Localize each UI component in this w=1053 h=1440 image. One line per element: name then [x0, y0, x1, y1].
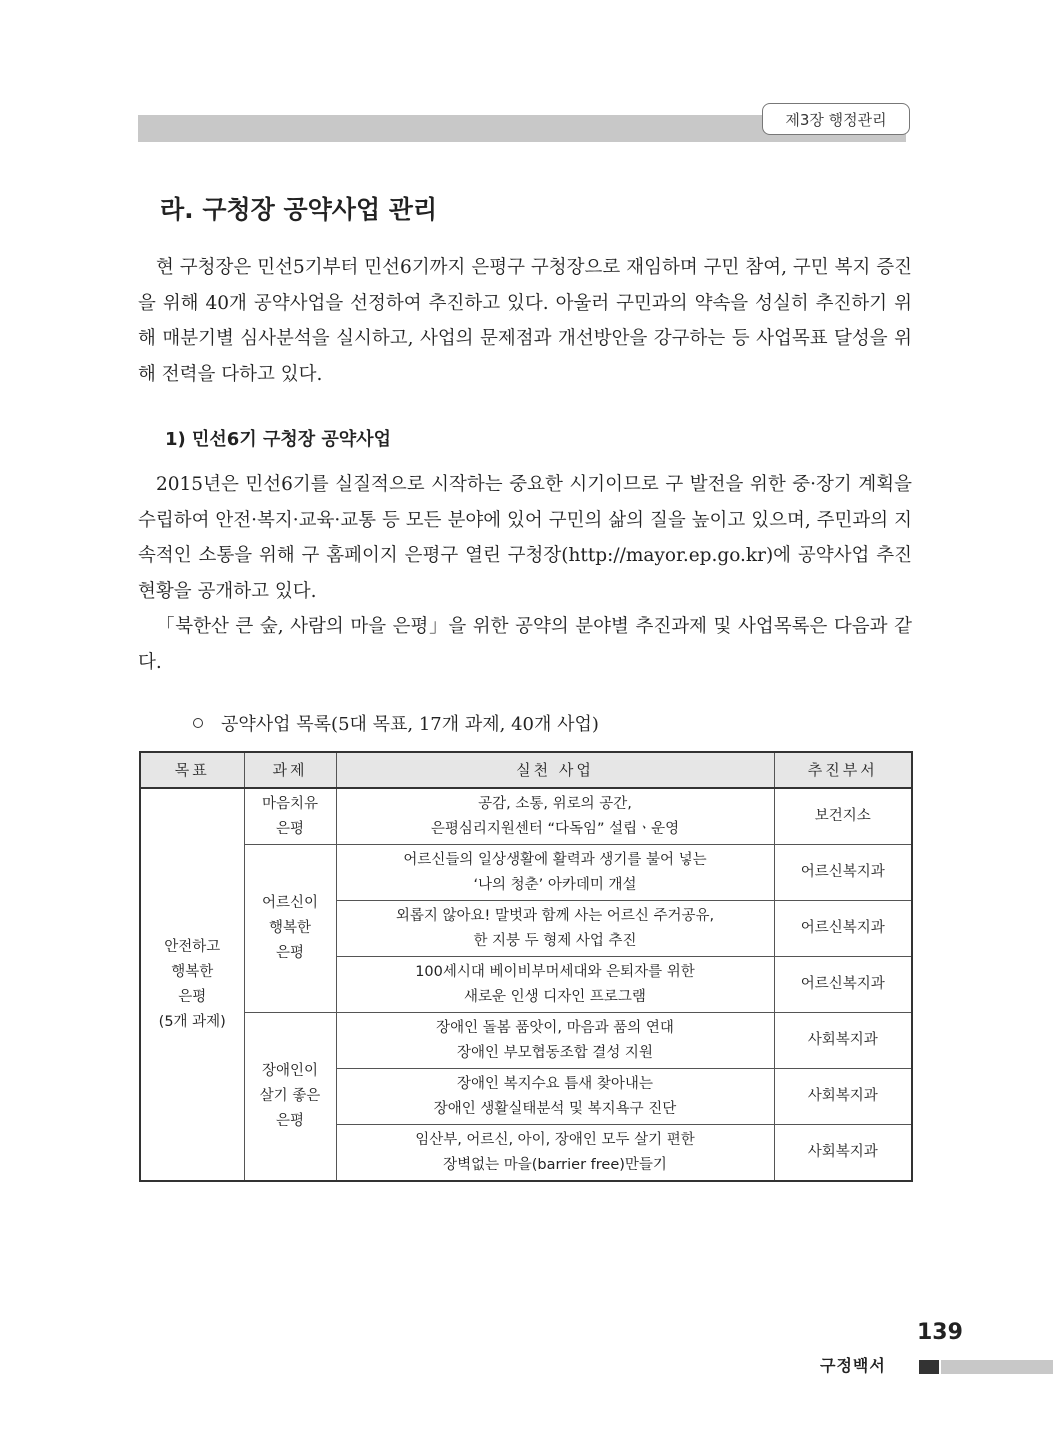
dept-cell: 어르신복지과	[774, 845, 912, 901]
project-cell: 장애인 복지수요 틈새 찾아내는 장애인 생활실태분석 및 복지욕구 진단	[336, 1069, 774, 1125]
project-cell: 공감, 소통, 위로의 공간, 은평심리지원센터 “다독임” 설립ㆍ운영	[336, 788, 774, 845]
col-header-dept: 추진부서	[774, 752, 912, 788]
dept-cell: 보건지소	[774, 788, 912, 845]
task-cell: 장애인이 살기 좋은 은평	[244, 1013, 336, 1182]
pledge-table	[139, 751, 913, 1182]
col-header-goal: 목표	[140, 752, 244, 788]
dept-cell: 사회복지과	[774, 1013, 912, 1069]
dept-cell: 사회복지과	[774, 1069, 912, 1125]
project-cell: 외롭지 않아요! 말벗과 함께 사는 어르신 주거공유, 한 지붕 두 형제 사업 추진	[336, 901, 774, 957]
project-cell: 장애인 돌봄 품앗이, 마음과 품의 연대 장애인 부모협동조합 결성 지원	[336, 1013, 774, 1069]
intro-paragraph: 현 구청장은 민선5기부터 민선6기까지 은평구 구청장으로 재임하며 구민 참여, 구민 복지 증진을 위해 40개 공약사업을 선정하여 추진하고 있다. 아울러 구민과의 약속을 성실히 추진하기 위해 매분기별 심사분석을 실시하고, 사업의 문제점과 개선방안을 강구하는 등 사업목표 달성을 위해 전력을 다하고 있다.	[138, 257, 912, 385]
table-row	[140, 1013, 912, 1069]
table-row	[140, 788, 912, 845]
task-cell: 마음치유 은평	[244, 788, 336, 845]
goal-cell: 안전하고 행복한 은평 (5개 과제)	[140, 788, 244, 1181]
table-row	[140, 845, 912, 901]
footer-bar-light	[941, 1360, 1053, 1374]
dept-cell: 어르신복지과	[774, 901, 912, 957]
project-cell: 임산부, 어르신, 아이, 장애인 모두 살기 편한 장벽없는 마을(barrier free)만들기	[336, 1125, 774, 1182]
dept-cell: 사회복지과	[774, 1125, 912, 1182]
section-title: 라. 구청장 공약사업 관리	[160, 195, 438, 224]
chapter-label: 제3장 행정관리	[762, 103, 910, 135]
task-cell: 어르신이 행복한 은평	[244, 845, 336, 1013]
list-heading: 공약사업 목록(5대 목표, 17개 과제, 40개 사업)	[193, 710, 599, 736]
subsection-title: 1) 민선6기 구청장 공약사업	[165, 429, 391, 450]
col-header-project: 실천 사업	[336, 752, 774, 788]
circle-bullet-icon	[193, 718, 203, 728]
footer-bar-dark	[919, 1360, 939, 1374]
book-title: 구정백서	[820, 1356, 886, 1375]
project-cell: 100세시대 베이비부머세대와 은퇴자를 위한 새로운 인생 디자인 프로그램	[336, 957, 774, 1013]
table-header-row	[140, 752, 912, 788]
page-number: 139	[917, 1320, 963, 1345]
body-paragraph: 2015년은 민선6기를 실질적으로 시작하는 중요한 시기이므로 구 발전을 위한 중·장기 계획을 수립하여 안전·복지·교육·교통 등 모든 분야에 있어 구민의 삶의 질을 높이고 있으며, 주민과의 지속적인 소통을 위해 구 홈페이지 은평구 열린 구청장(http://mayor.ep.go.kr)에 공약사업 추진현황을 공개하고 있다. 「북한산 큰 숲, 사람의 마을 은평」을 위한 공약의 분야별 추진과제 및 사업목록은 다음과 같다.	[138, 474, 912, 673]
col-header-task: 과제	[244, 752, 336, 788]
project-cell: 어르신들의 일상생활에 활력과 생기를 불어 넣는 ‘나의 청춘’ 아카데미 개설	[336, 845, 774, 901]
dept-cell: 어르신복지과	[774, 957, 912, 1013]
